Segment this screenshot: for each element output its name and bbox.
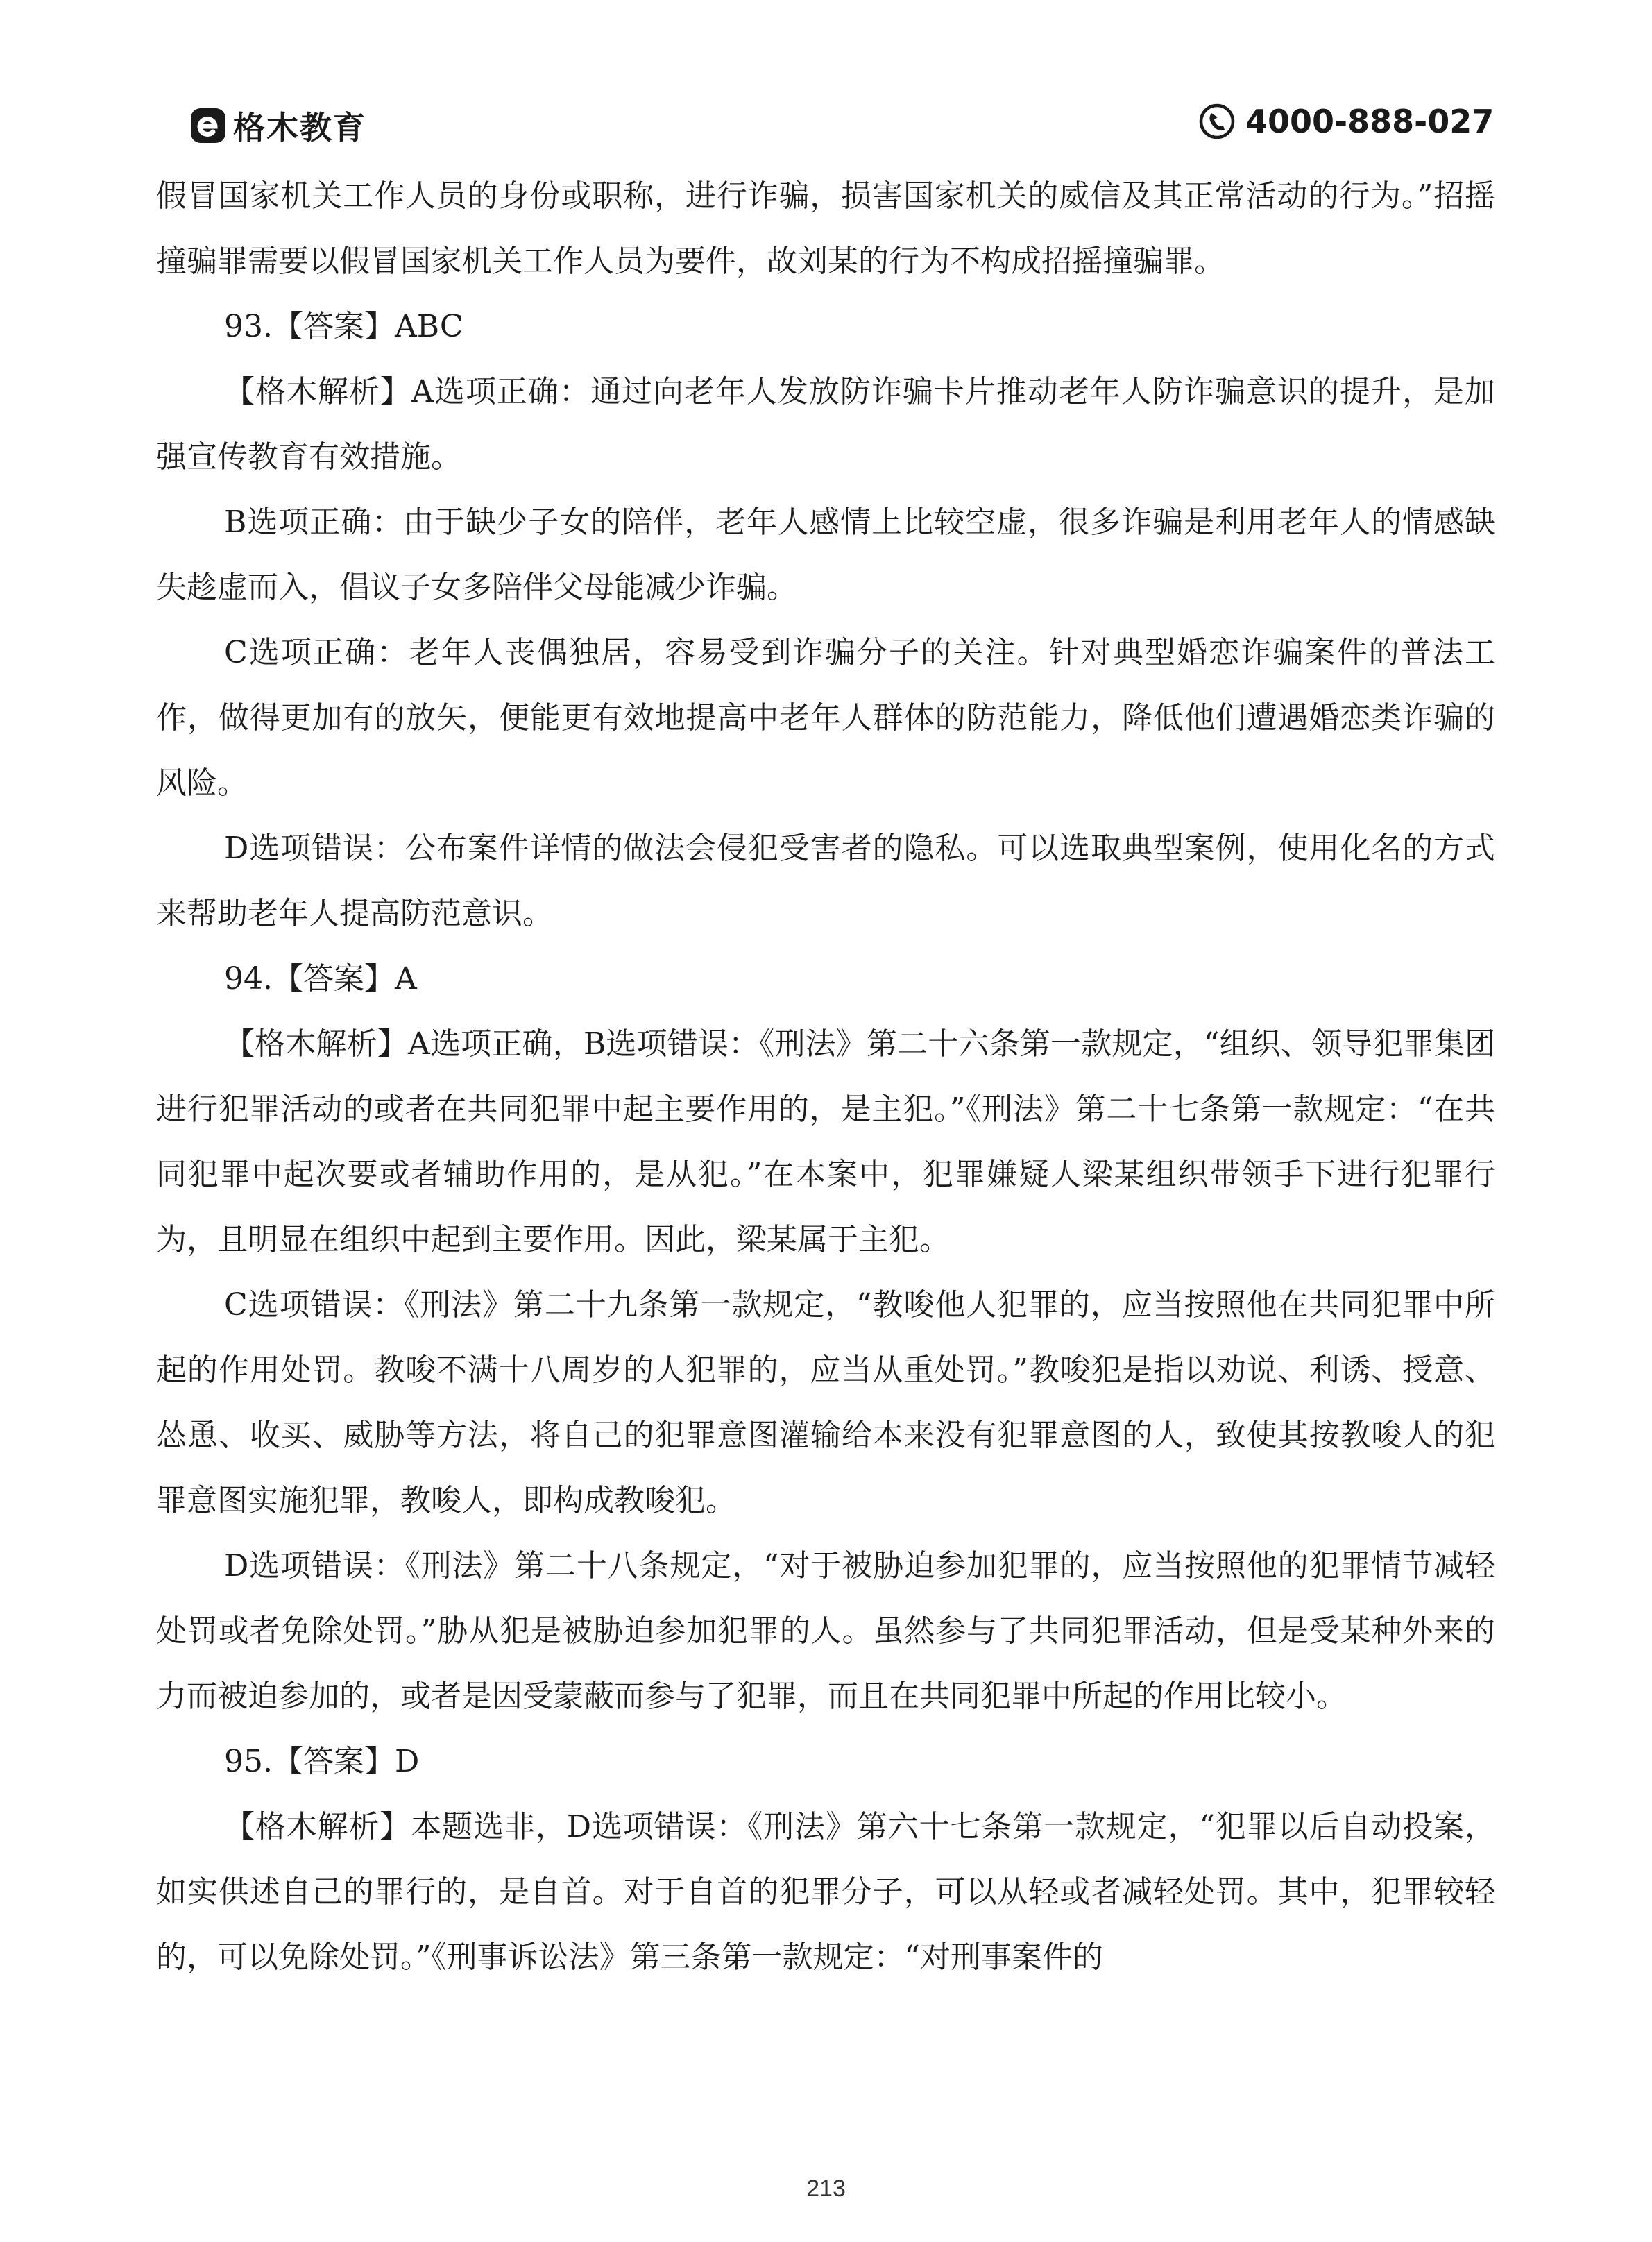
- paragraph: B选项正确：由于缺少子女的陪伴，老年人感情上比较空虚，很多诈骗是利用老年人的情感缺失趁虚而入，倡议子女多陪伴父母能减少诈骗。: [156, 504, 1495, 605]
- paragraph: 【格木解析】本题选非，D选项错误：《刑法》第六十七条第一款规定，“犯罪以后自动投案，如实供述自己的罪行的，是自首。对于自首的犯罪分子，可以从轻或者减轻处罚。其中，犯罪较轻的，可以免除处罚。”《刑事诉讼法》第三条第一款规定：“对刑事案件的: [156, 1809, 1495, 1975]
- paragraph: D选项错误：公布案件详情的做法会侵犯受害者的隐私。可以选取典型案例，使用化名的方式来帮助老年人提高防范意识。: [156, 831, 1495, 931]
- paragraph: D选项错误：《刑法》第二十八条规定，“对于被胁迫参加犯罪的，应当按照他的犯罪情节减轻处罚或者免除处罚。”胁从犯是被胁迫参加犯罪的人。虽然参与了共同犯罪活动，但是受某种外来的力而被迫参加的，或者是因受蒙蔽而参与了犯罪，而且在共同犯罪中所起的作用比较小。: [156, 1548, 1495, 1714]
- paragraph: C选项错误：《刑法》第二十九条第一款规定，“教唆他人犯罪的，应当按照他在共同犯罪中所起的作用处罚。教唆不满十八周岁的人犯罪的，应当从重处罚。”教唆犯是指以劝说、利诱、授意、怂恿、收买、威胁等方法，将自己的犯罪意图灌输给本来没有犯罪意图的人，致使其按教唆人的犯罪意图实施犯罪，教唆人，即构成教唆犯。: [156, 1287, 1495, 1518]
- paragraph: 【格木解析】A选项正确，B选项错误：《刑法》第二十六条第一款规定，“组织、领导犯罪集团进行犯罪活动的或者在共同犯罪中起主要作用的，是主犯。”《刑法》第二十七条第一款规定：“在共同犯罪中起次要或者辅助作用的，是从犯。”在本案中，犯罪嫌疑人梁某组织带领手下进行犯罪行为，且明显在组织中起到主要作用。因此，梁某属于主犯。: [156, 1026, 1495, 1257]
- page-number: 213: [806, 2175, 846, 2202]
- paragraph: C选项正确：老年人丧偶独居，容易受到诈骗分子的关注。针对典型婚恋诈骗案件的普法工作，做得更加有的放矢，便能更有效地提高中老年人群体的防范能力，降低他们遭遇婚恋类诈骗的风险。: [156, 635, 1495, 801]
- phone-icon: [1198, 103, 1236, 140]
- paragraph: 93.【答案】ABC: [224, 309, 463, 344]
- document-body: [156, 164, 1495, 1990]
- brand-logo-icon: [189, 106, 228, 145]
- phone-number: 4000-888-027: [1245, 103, 1495, 140]
- brand-logo: [189, 103, 366, 148]
- paragraph: 假冒国家机关工作人员的身份或职称，进行诈骗，损害国家机关的威信及其正常活动的行为。”招摇撞骗罪需要以假冒国家机关工作人员为要件，故刘某的行为不构成招摇撞骗罪。: [156, 178, 1495, 279]
- paragraph: 【格木解析】A选项正确：通过向老年人发放防诈骗卡片推动老年人防诈骗意识的提升，是加强宣传教育有效措施。: [156, 374, 1495, 475]
- page-header: [0, 97, 1652, 153]
- paragraph: 95.【答案】D: [224, 1744, 420, 1779]
- hotline: [1198, 103, 1494, 140]
- brand-name: 格木教育: [233, 109, 366, 146]
- paragraph: 94.【答案】A: [224, 961, 417, 996]
